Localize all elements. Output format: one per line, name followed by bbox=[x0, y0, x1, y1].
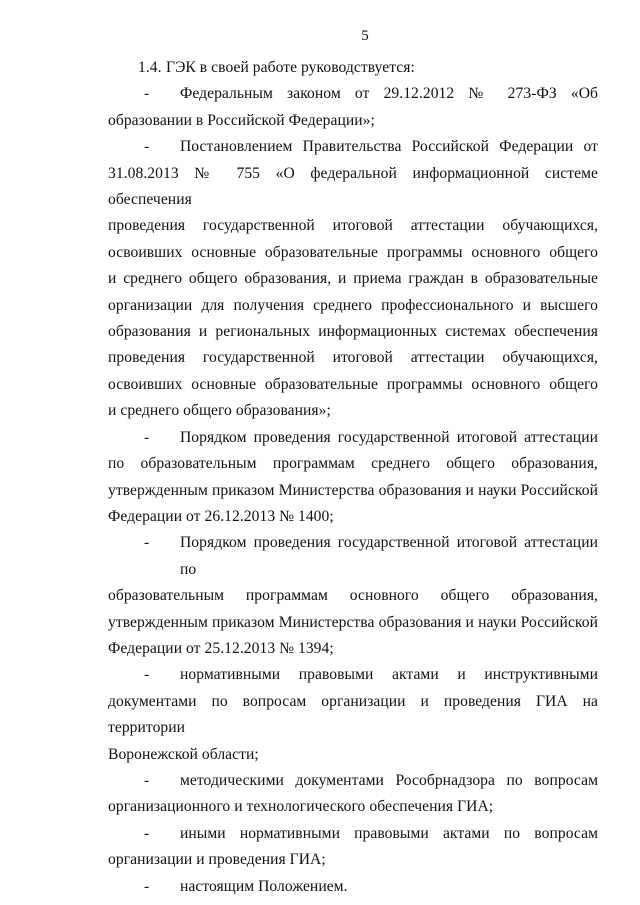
list-item-continuation bbox=[108, 161, 598, 425]
list-item-first-line bbox=[108, 134, 598, 160]
list-item-text: Постановлением Правительства Российской Федерации от bbox=[180, 138, 598, 156]
list-item-first-line bbox=[108, 81, 598, 107]
list-item-text: нормативными правовыми актами и инструктивными bbox=[180, 666, 598, 684]
list-item-continuation bbox=[108, 583, 598, 662]
list-item-text: Порядком проведения государственной итоговой аттестации bbox=[180, 428, 598, 446]
list-item-first-line bbox=[108, 662, 598, 688]
list-item-text: Порядком проведения государственной итоговой аттестации по bbox=[180, 534, 598, 578]
list-item bbox=[108, 874, 598, 900]
list-item-first-line bbox=[108, 874, 598, 900]
list-dash: - bbox=[144, 534, 150, 552]
list-item-text-line: утвержденным приказом Министерства образования и науки Российской bbox=[108, 613, 598, 631]
list-item-first-line bbox=[108, 530, 598, 583]
list-item-text-line: организации и проведения ГИА; bbox=[108, 851, 326, 869]
list-item-text-line: документами по вопросам организации и проведения ГИА на территории bbox=[108, 692, 598, 737]
regulations-list bbox=[108, 81, 598, 900]
list-item-text-line: освоивших основные образовательные программы основного общего bbox=[108, 375, 598, 393]
list-item bbox=[108, 134, 598, 424]
list-item bbox=[108, 662, 598, 768]
list-item-text: иными нормативными правовыми актами по вопросам bbox=[180, 824, 598, 842]
list-item-text-line: освоивших основные образовательные программы основного общего bbox=[108, 243, 598, 261]
list-dash: - bbox=[144, 877, 150, 895]
list-item-text-line: по образовательным программам среднего общего образования, bbox=[108, 455, 598, 473]
list-item-continuation bbox=[108, 108, 598, 134]
list-item-text: Федеральным законом от 29.12.2012 № 273-ФЗ «Об bbox=[180, 85, 598, 103]
list-item-text-line: 31.08.2013 № 755 «О федеральной информационной системе обеспечения bbox=[108, 164, 598, 209]
list-item-text-line: Воронежской области; bbox=[108, 745, 259, 763]
clause-heading bbox=[108, 55, 598, 81]
list-item-text-line: и среднего общего образования, и приема граждан в образовательные bbox=[108, 270, 598, 288]
list-dash: - bbox=[144, 666, 150, 684]
page-number: 5 bbox=[361, 28, 369, 44]
list-item-continuation bbox=[108, 451, 598, 530]
list-item-text-line: Федерации от 26.12.2013 № 1400; bbox=[108, 507, 334, 525]
clause-text: ГЭК в своей работе руководствуется: bbox=[166, 59, 415, 76]
list-item-text: настоящим Положением. bbox=[180, 877, 348, 895]
list-item-first-line bbox=[108, 425, 598, 451]
list-item-text-line: проведения государственной итоговой аттестации обучающихся, bbox=[108, 349, 598, 367]
list-item-text-line: организации для получения среднего профессионального и высшего bbox=[108, 296, 598, 314]
clause-number: 1.4. bbox=[138, 59, 162, 76]
list-item bbox=[108, 821, 598, 874]
list-item-text-line: утвержденным приказом Министерства образования и науки Российской bbox=[108, 481, 598, 499]
list-dash: - bbox=[144, 85, 150, 103]
list-item-first-line bbox=[108, 821, 598, 847]
list-item-first-line bbox=[108, 768, 598, 794]
list-dash: - bbox=[144, 428, 150, 446]
list-item-continuation bbox=[108, 689, 598, 768]
list-item-text-line: Федерации от 25.12.2013 № 1394; bbox=[108, 639, 334, 657]
list-dash: - bbox=[144, 138, 150, 156]
list-item-continuation bbox=[108, 794, 598, 820]
list-item bbox=[108, 425, 598, 531]
list-item-text-line: образовании в Российской Федерации»; bbox=[108, 111, 375, 129]
list-dash: - bbox=[144, 771, 150, 789]
list-item-text-line: и среднего общего образования»; bbox=[108, 402, 331, 420]
list-item-text: методическими документами Рособрнадзора по вопросам bbox=[180, 771, 598, 789]
list-item-text-line: образовательным программам основного общего образования, bbox=[108, 587, 598, 605]
list-item bbox=[108, 81, 598, 134]
list-item-continuation bbox=[108, 847, 598, 873]
list-item-text-line: организационного и технологического обеспечения ГИА; bbox=[108, 798, 494, 816]
list-item bbox=[108, 768, 598, 821]
list-item-text-line: образования и региональных информационных системах обеспечения bbox=[108, 323, 598, 341]
list-dash: - bbox=[144, 824, 150, 842]
list-item-text-line: проведения государственной итоговой аттестации обучающихся, bbox=[108, 217, 598, 235]
list-item bbox=[108, 530, 598, 662]
